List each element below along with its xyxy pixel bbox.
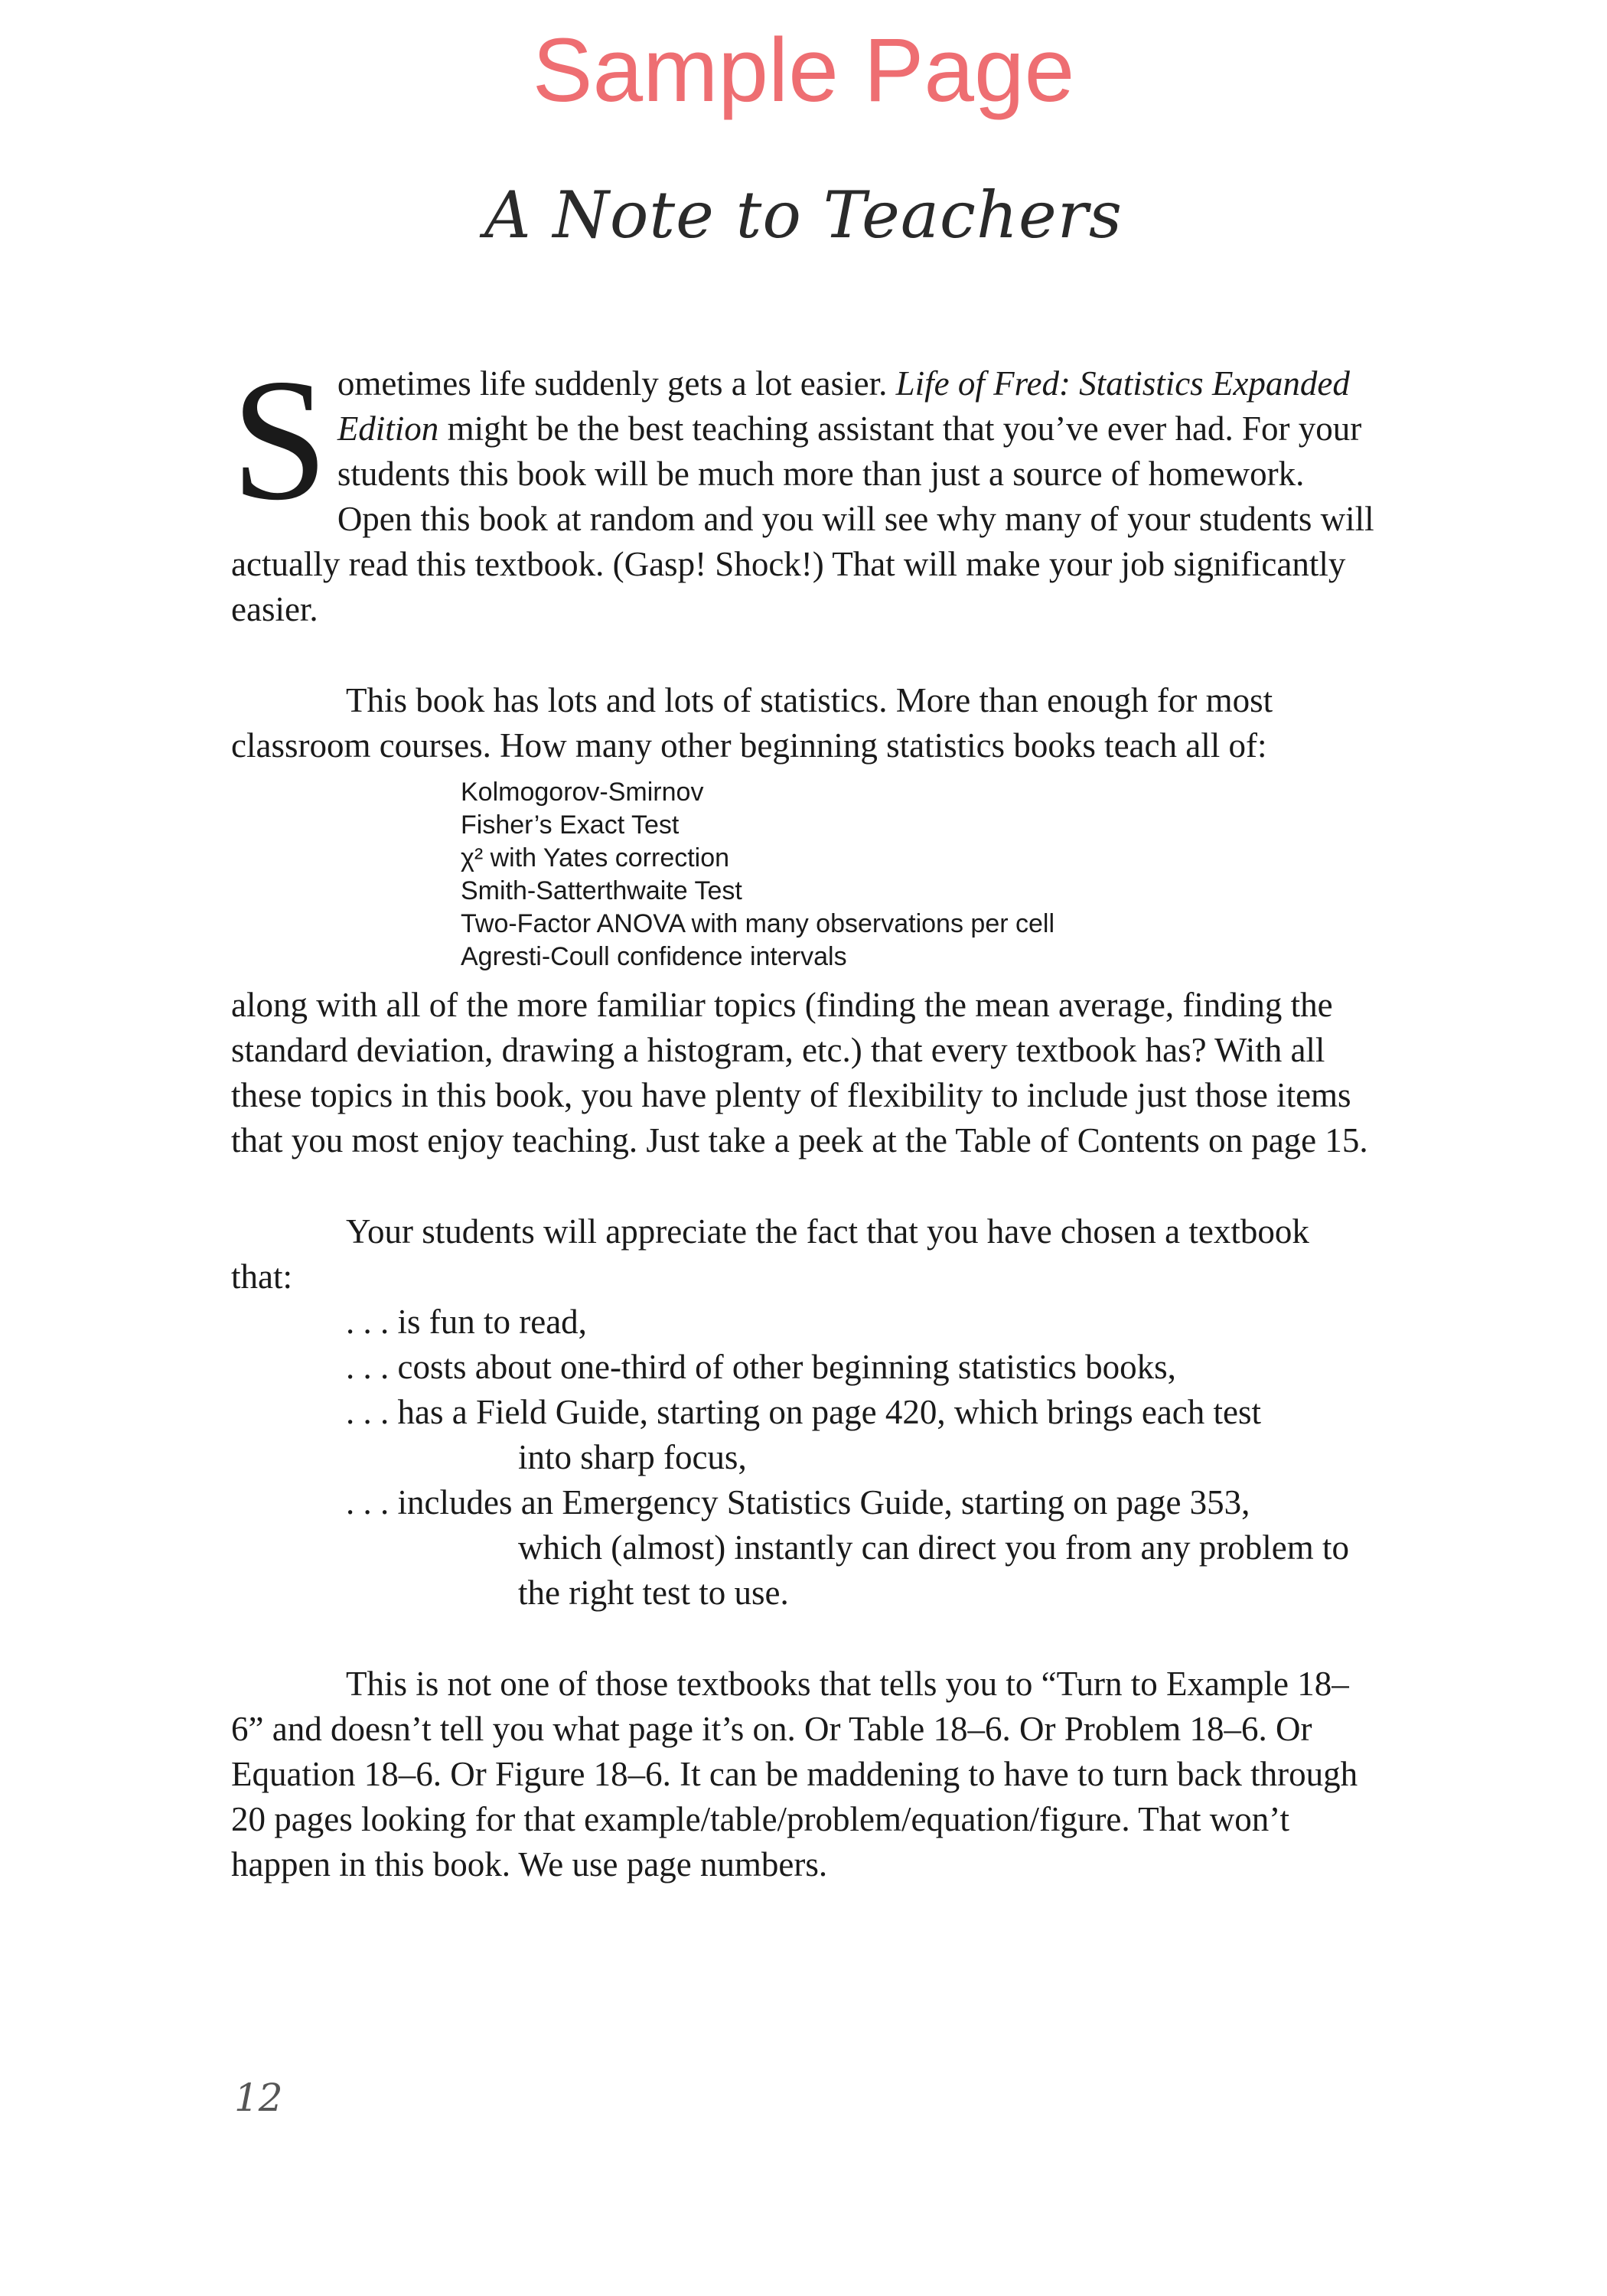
feature-item: . . . costs about one-third of other beginning statistics books, — [346, 1348, 1176, 1386]
topic-item: Fisher’s Exact Test — [461, 810, 680, 840]
intro-paragraph — [231, 344, 1379, 632]
topic-item: Smith-Satterthwaite Test — [461, 876, 742, 905]
book-title: Life of Fred: Statistics Expanded Edition — [337, 364, 1350, 448]
feature-item: . . . is fun to read, — [346, 1303, 587, 1341]
topic-list — [461, 776, 1379, 974]
page-heading: A Note to Teachers — [484, 178, 1123, 253]
topic-item: Kolmogorov-Smirnov — [461, 778, 704, 807]
statistics-paragraph: This book has lots and lots of statistics. More than enough for most classroom courses. How many other beginning statistics books teach all of: — [231, 681, 1273, 765]
page-numbers-paragraph: This is not one of those textbooks that tells you to “Turn to Example 18–6” and doesn’t tell you what page it’s on. Or Table 18–6. Or Problem 18–6. Or Equation 18–6. Or Figure 18–6. It can be maddening to have to turn back through 20 pages looking for that example/table/problem/equation/figure. That won’t happen in this book. We use page numbers. — [231, 1665, 1358, 1883]
topic-item: Two-Factor ANOVA with many observations per cell — [461, 909, 1055, 938]
page-body — [231, 344, 1379, 1887]
sample-page-watermark: Sample Page — [532, 20, 1075, 121]
feature-item: . . . has a Field Guide, starting on page 420, which brings each test into sharp focus, — [346, 1393, 1261, 1476]
topic-item: χ² with Yates correction — [461, 843, 730, 872]
intro-text-start: ometimes life suddenly gets a lot easier. — [337, 364, 896, 403]
feature-list — [346, 1300, 1379, 1616]
intro-text-end: might be the best teaching assistant that you’ve ever had. For your students this book will be much more than just a source of homework. Open this book at random and you will see why many of your students will actually read this textbook. (Gasp! Shock!) That will make your job significantly easier. — [231, 409, 1374, 628]
page-number: 12 — [234, 2076, 283, 2120]
feature-item: . . . includes an Emergency Statistics Guide, starting on page 353, which (almost) instantly can direct you from any problem to the right test to use. — [346, 1483, 1349, 1612]
students-paragraph: Your students will appreciate the fact that you have chosen a textbook that: — [231, 1212, 1309, 1296]
drop-cap: S — [231, 344, 328, 536]
topics-paragraph: along with all of the more familiar topics (finding the mean average, finding the standard deviation, drawing a histogram, etc.) that every textbook has? With all these topics in this book, you have plenty of flexibility to include just those items that you most enjoy teaching. Just take a peek at the Table of Contents on page 15. — [231, 986, 1368, 1159]
topic-item: Agresti-Coull confidence intervals — [461, 942, 847, 971]
